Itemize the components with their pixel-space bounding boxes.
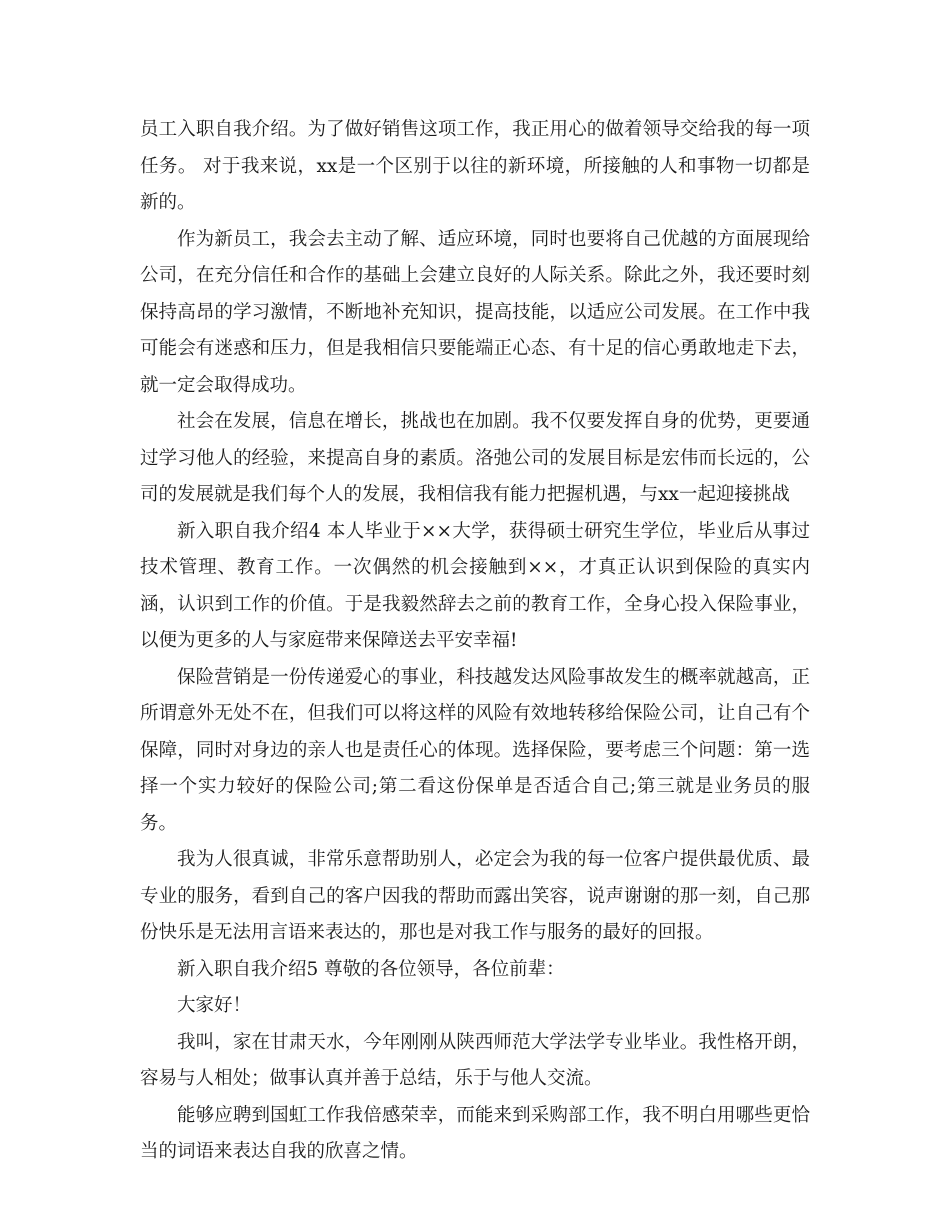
paragraph-5: 保险营销是一份传递爱心的事业，科技越发达风险事故发生的概率就越高，正所谓意外无处不在，但我们可以将这样的风险有效地转移给保险公司，让自己有个保障，同时对身边的亲人也是责任心的体现。选择保险，要考虑三个问题：第一选择一个实力较好的保险公司;第二看这份保单是否适合自己;第三就是业务员的服务。 [140, 666, 810, 834]
paragraph-2: 作为新员工，我会去主动了解、适应环境，同时也要将自己优越的方面展现给公司，在充分信任和合作的基础上会建立良好的人际关系。除此之外，我还要时刻保持高昂的学习激情，不断地补充知识，提高技能，以适应公司发展。在工作中我可能会有迷惑和压力，但是我相信只要能端正心态、有十足的信心勇敢地走下去，就一定会取得成功。 [140, 228, 810, 396]
paragraph-1: 员工入职自我介绍。为了做好销售这项工作，我正用心的做着领导交给我的每一项任务。 对于我来说，xx是一个区别于以往的新环境，所接触的人和事物一切都是新的。 [140, 119, 810, 213]
paragraph-4: 新入职自我介绍4 本人毕业于××大学，获得硕士研究生学位，毕业后从事过技术管理、教育工作。一次偶然的机会接触到××，才真正认识到保险的真实内涵，认识到工作的价值。于是我毅然辞去之前的教育工作，全身心投入保险事业，以便为更多的人与家庭带来保障送去平安幸福! [140, 520, 810, 651]
document-body [140, 112, 810, 1171]
paragraph-3: 社会在发展，信息在增长，挑战也在加剧。我不仅要发挥自身的优势，更要通过学习他人的经验，来提高自身的素质。洛弛公司的发展目标是宏伟而长远的，公司的发展就是我们每个人的发展，我相信我有能力把握机遇，与xx一起迎接挑战 [140, 411, 810, 505]
paragraph-9: 我叫，家在甘肃天水，今年刚刚从陕西师范大学法学专业毕业。我性格开朗，容易与人相处；做事认真并善于总结，乐于与他人交流。 [140, 1031, 810, 1089]
paragraph-10: 能够应聘到国虹工作我倍感荣幸，而能来到采购部工作，我不明白用哪些更恰当的词语来表达自我的欣喜之情。 [140, 1104, 810, 1162]
greeting: 大家好！ [177, 995, 252, 1016]
section-heading-5: 新入职自我介绍5 尊敬的各位领导，各位前辈： [177, 958, 565, 980]
paragraph-6: 我为人很真诚，非常乐意帮助别人，必定会为我的每一位客户提供最优质、最专业的服务，看到自己的客户因我的帮助而露出笑容，说声谢谢的那一刻，自己那份快乐是无法用言语来表达的，那也是对我工作与服务的最好的回报。 [140, 849, 810, 943]
